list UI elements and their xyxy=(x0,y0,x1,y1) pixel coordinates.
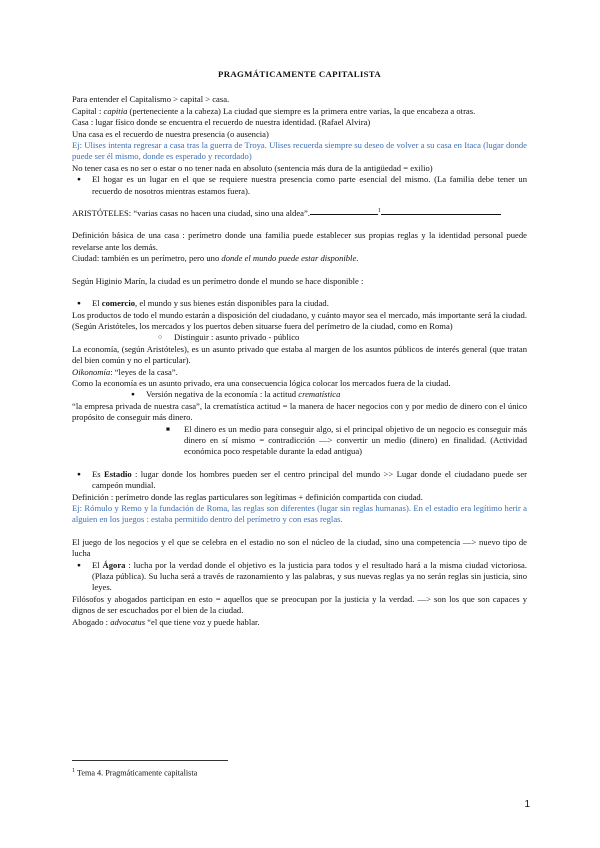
comercio-lead: El xyxy=(92,298,102,309)
oikonomia-tail: : “leyes de la casa”. xyxy=(110,366,178,377)
page-title: PRAGMÁTICAMENTE CAPITALISTA xyxy=(218,69,381,79)
oikonomia-line xyxy=(72,367,527,378)
oikonomia-term: Oikonomía xyxy=(72,366,111,377)
agora-lead: El xyxy=(92,559,103,570)
no-tener-casa: No tener casa es no ser o estar o no tener nada en absoluto (sentencia más dura de la antigüedad = exilio) xyxy=(72,162,433,173)
list-item-hogar: ● El hogar es un lugar en el que se requiere nuestra presencia como parte esencial del mismo. (La familia debe tener un recuerdo de nosotros mientras estamos fuera). xyxy=(72,174,527,197)
footnote-number: 1 xyxy=(72,768,75,774)
abogado-italic: advocatus xyxy=(110,616,146,627)
abogado-lead: Abogado : xyxy=(72,616,111,627)
ulises-example: Ej: Ulises intenta regresar a casa tras la guerra de Troya. Ulises recuerda siempre su deseo de volver a su casa en Itaca (lugar donde puede ser él mismo, donde es esperado y recordado) xyxy=(72,140,527,162)
economia-paragraph: La economía, (según Aristóteles), es un asunto privado que estaba al margen de los asuntos públicos de interés general (que tratan del bien común y no el particular). xyxy=(72,343,527,366)
aristoteles-quote xyxy=(72,208,527,219)
list-item-agora xyxy=(72,560,527,594)
abogado-line xyxy=(72,617,527,628)
agora-list xyxy=(72,560,527,594)
ciudad-italic: donde el mundo puede estar disponible xyxy=(221,253,357,264)
agora-tail: : lucha por la verdad donde el objetivo es la justicia para todos y el resultado hará a la misma ciudad victoriosa. (Plaza pública). Su lucha será a través de razonamiento y las palabras, y sus nuevas reglas ya no serán reglas sin justicia, sino leyes. xyxy=(92,559,527,593)
estadio-list xyxy=(72,469,527,492)
comercio-list xyxy=(72,298,527,309)
version-negativa-item xyxy=(72,389,527,400)
definicion-casa: Definición básica de una casa : perímetro donde una familia puede establecer sus propias reglas y la identidad personal puede revelarse ante los demás. xyxy=(72,230,527,252)
document-body xyxy=(72,69,527,628)
comercio-tail: , el mundo y sus bienes están disponibles para la ciudad. xyxy=(135,298,329,309)
aristoteles-text: ARISTÓTELES: “varias casas no hacen una ciudad, sino una aldea”. xyxy=(72,208,310,219)
page-number: 1 xyxy=(524,799,530,810)
estadio-bold: Estadio xyxy=(103,468,132,479)
agora-bold: Ágora xyxy=(102,559,126,570)
higinio-line: Según Higinio Marín, la ciudad es un perímetro donde el mundo se hace disponible : xyxy=(72,275,364,286)
estadio-tail: : lugar donde los hombres pueden ser el centro principal del mundo >> Lugar donde el ciudadano puede ser campeón mundial. xyxy=(92,468,528,491)
list-item-comercio xyxy=(72,298,527,309)
ciudad-lead: Ciudad: también es un perímetro, pero uno xyxy=(72,253,222,264)
hogar-list xyxy=(72,174,527,197)
capital-term: capitia xyxy=(103,105,128,116)
definicion-perimetro: Definición : perímetro donde las reglas particulares son legítimas + definición compartida con ciudad. xyxy=(72,491,423,502)
footnote-divider xyxy=(72,760,228,761)
comercio-bold: comercio xyxy=(101,298,136,309)
footnote xyxy=(72,766,197,779)
empresa-privada-paragraph: “la empresa privada de nuestra casa”, la crematística actitud = la manera de hacer negocios con y por medio de dinero con el único propósito de conseguir más dinero. xyxy=(72,400,527,423)
abogado-tail: “el que tiene voz y puede hablar. xyxy=(145,616,260,627)
romulo-example: Ej: Rómulo y Remo y la fundación de Roma, las reglas son diferentes (lugar sin reglas humanas). En el estadio era legítimo herir a alguien en los juegos : estaba permitido dentro del perímetro y con esas reglas. xyxy=(72,503,527,525)
dinero-medio-item: ■ El dinero es un medio para conseguir algo, si el principal objetivo de un negocio es conseguir más dinero en sí mismo = contradicción —> convertir un medio (dinero) en finalidad. (Actividad económica poco respetable durante la edad antigua) xyxy=(72,424,527,458)
estadio-lead: Es xyxy=(92,468,104,479)
footnote-text: Tema 4. Pragmáticamente capitalista xyxy=(75,768,198,778)
footnote-reference[interactable]: 1 xyxy=(377,208,381,215)
casa-recuerdo: Una casa es el recuerdo de nuestra presencia (o ausencia) xyxy=(72,128,269,139)
intro-line: Para entender el Capitalismo > capital > casa. xyxy=(72,94,230,105)
version-negativa-italic: crematística xyxy=(298,389,341,400)
como-economia: Como la economía es un asunto privado, era una consecuencia lógica colocar los mercados fuera de la ciudad. xyxy=(72,377,451,388)
underline-left xyxy=(310,214,378,215)
capital-rest: (perteneciente a la cabeza) La ciudad que siempre es la primera entre varias, la que encabeza a otras. xyxy=(127,105,476,116)
productos-paragraph: Los productos de todo el mundo estarán a disposición del ciudadano, y cuánto mayor sea el mercado, más importante será la ciudad. (Según Aristóteles, los mercados y los puertos deben situarse fuera del perímetro de la ciudad, como en Roma) xyxy=(72,309,527,331)
list-item-estadio xyxy=(72,469,527,492)
version-negativa-lead: Versión negativa de la economía : la actitud xyxy=(146,389,299,400)
juego-negocios-paragraph: El juego de los negocios y el que se celebra en el estadio no son el núcleo de la ciudad, sino una competencia —> nuevo tipo de lucha xyxy=(72,536,527,559)
underline-right xyxy=(381,214,501,215)
ciudad-tail: . xyxy=(356,253,359,264)
ciudad-definition xyxy=(72,253,527,264)
filosofos-paragraph: Filósofos y abogados participan en esto = aquellos que se preocupan por la justicia y la verdad. —> son los que son capaces y dignos de ser escuchados por el bien de la ciudad. xyxy=(72,593,527,616)
capital-definition xyxy=(72,106,527,117)
distinguir-subitem: ○ Distinguir : asunto privado - público xyxy=(72,332,527,343)
casa-definition: Casa : lugar físico donde se encuentra el recuerdo de nuestra identidad. (Rafael Alvira) xyxy=(72,117,371,128)
capital-lead: Capital : xyxy=(72,105,104,116)
